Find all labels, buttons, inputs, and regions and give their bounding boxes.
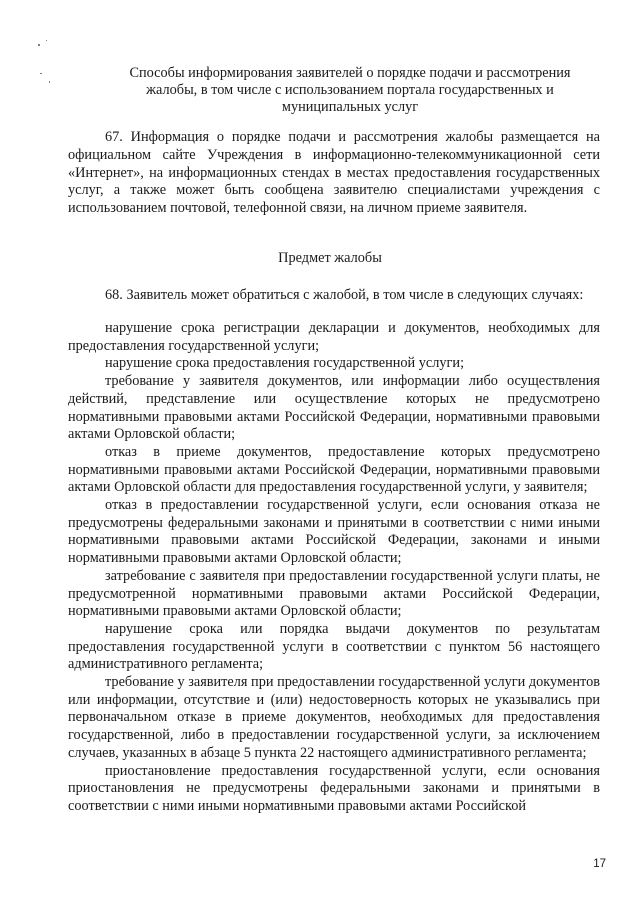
page-number: 17 [593,858,606,870]
scan-speck [38,44,40,46]
complaint-cases-list [68,320,600,816]
list-item: требование у заявителя документов, или информации либо осуществления действий, представление или осуществление которых не предусмотрено нормативными правовыми актами Российской Федерации, нормативными правовыми актами Орловской области; [68,373,600,443]
section-title-line: жалобы, в том числе с использованием портала государственных и [146,82,554,98]
list-item: приостановление предоставления государственной услуги, если основания приостановления не предусмотрены федеральными законами и принятыми в соответствии с ними иными нормативными правовыми актами Российской [68,762,600,814]
list-item: затребование с заявителя при предоставлении государственной услуги платы, не предусмотренной нормативными правовыми актами Российской Федерации, нормативными правовыми актами Орловской области; [68,567,600,620]
section-title-line: муниципальных услуг [281,99,419,115]
list-item: отказ в предоставлении государственной услуги, если основания отказа не предусмотрены федеральными законами и принятыми в соответствии с ними иными нормативными правовыми актами Российской Федерации, законами и иными нормативными правовыми актами Орловской области; [68,497,600,567]
section-title-complaint-info [95,65,605,116]
list-item: отказ в приеме документов, предоставление которых предусмотрено нормативными правовыми актами Российской Федерации, нормативными правовыми актами Орловской области для предоставления государственной услуги, у заявителя; [68,443,600,496]
list-item: нарушение срока предоставления государственной услуги; [105,355,465,372]
section-title-line: Способы информирования заявителей о порядке подачи и рассмотрения [129,65,571,81]
section-title-complaint-subject: Предмет жалобы [278,250,382,266]
paragraph-68: 68. Заявитель может обратиться с жалобой, в том числе в следующих случаях: [105,287,584,303]
paragraph-67: 67. Информация о порядке подачи и рассмотрения жалобы размещается на официальном сайте Учреждения в информационно-телекоммуникационной сети «Интернет», на информационных стендах в местах предоставления государственных услуг, а также может быть сообщена заявителю специалистами учреждения с использованием почтовой, телефонной связи, на личном приеме заявителя. [68,129,600,217]
scan-speck [40,73,42,74]
list-item: нарушение срока регистрации декларации и документов, необходимых для предоставления государственной услуги; [68,320,600,354]
list-item: требование у заявителя при предоставлении государственной услуги документов или информации, отсутствие и (или) недостоверность которых не указывались при первоначальном отказе в приеме документов, необходимых для предоставления государственной, либо в предоставлении государственной услуги, за исключением случаев, указанных в абзаце 5 пункта 22 настоящего административного регламента; [68,674,600,761]
scan-speck [46,40,47,41]
list-item: нарушение срока или порядка выдачи документов по результатам предоставления государственной услуги в соответствии с пунктом 56 настоящего административного регламента; [68,620,600,673]
scan-speck [49,81,50,83]
